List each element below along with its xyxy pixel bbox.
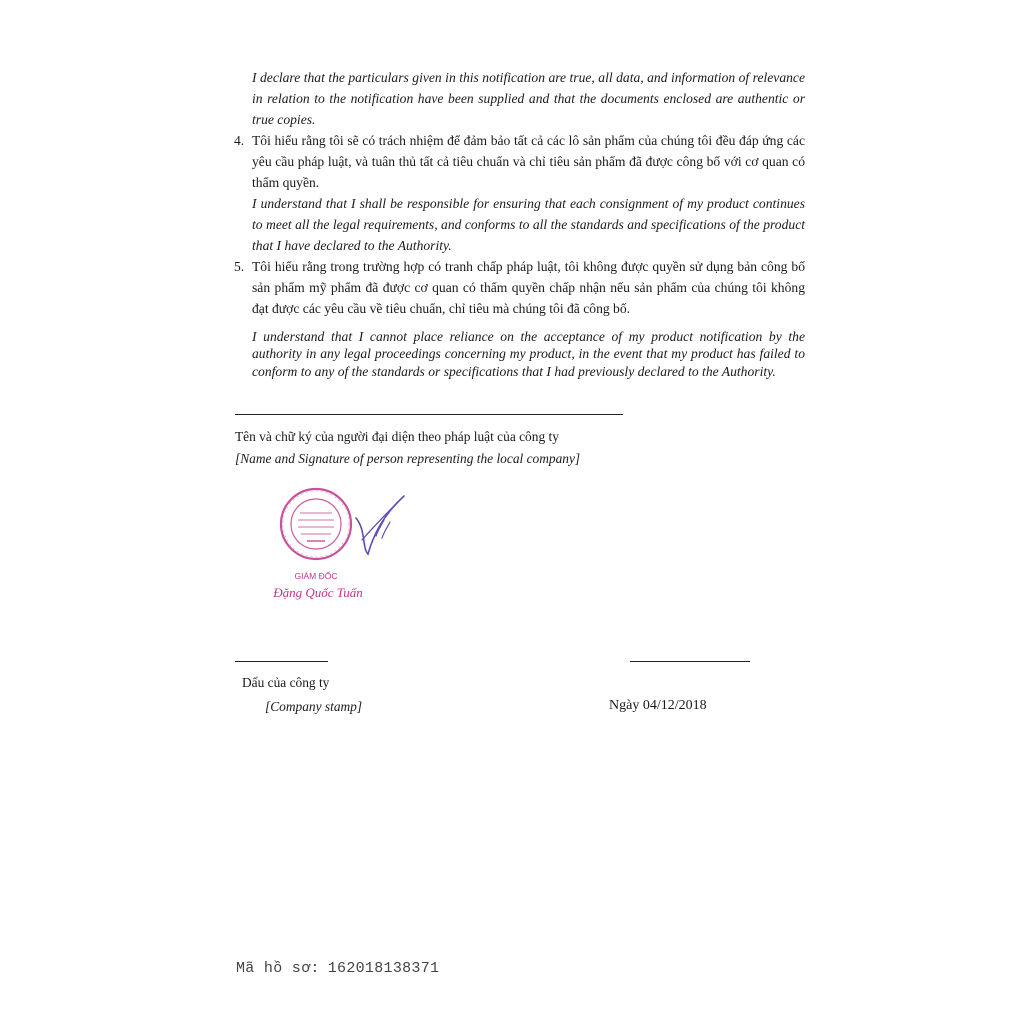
item-4-text-en: I understand that I shall be responsible for ensuring that each consignment of my product continues to meet all the legal requirements, and conforms to all the standards and specifications of the product that I have declared to the Authority. [252,196,805,253]
company-stamp-label-vi: Dấu của công ty [242,675,330,690]
date-line [630,661,750,662]
item-4-text-vi: Tôi hiểu rằng tôi sẽ có trách nhiệm để đảm bảo tất cả các lô sản phẩm của chúng tôi đều đáp ứng các yêu cầu pháp luật, và tuân thủ tất cả tiêu chuẩn và chỉ tiêu sản phẩm đã được công bố với cơ quan có thẩm quyền. [252,133,805,190]
company-seal-and-signature [270,478,420,608]
company-stamp-label-en: [Company stamp] [265,699,363,714]
signature-label-vi: Tên và chữ ký của người đại diện theo pháp luật của công ty [235,429,559,444]
seal-icon [270,478,420,608]
document-code-label: Mã hồ sơ: [236,960,320,977]
item-number-4: 4. [234,133,245,148]
signature-label-en: [Name and Signature of person representing the local company] [235,451,581,466]
signer-title: GIÁM ĐỐC [294,571,338,581]
company-stamp-line [235,661,328,662]
item-number-5: 5. [234,259,245,274]
item-5-text-vi: Tôi hiểu rằng trong trường hợp có tranh chấp pháp luật, tôi không được quyền sử dụng bản công bố sản phẩm mỹ phẩm đã được cơ quan có thẩm quyền chấp nhận nếu sản phẩm của chúng tôi không đạt được các yêu cầu về tiêu chuẩn, chỉ tiêu mà chúng tôi đã công bố. [252,259,805,316]
signer-name: Đặng Quốc Tuấn [273,585,363,600]
signature-divider [235,414,623,415]
declaration-text-en: I declare that the particulars given in this notification are true, all data, and information of relevance in relation to the notification have been supplied and that the documents enclosed are authentic or true copies. [252,70,805,127]
date-text: Ngày 04/12/2018 [609,698,707,713]
item-5-text-en: I understand that I cannot place reliance on the acceptance of my product notification by the authority in any legal proceedings concerning my product, in the event that my product has failed to conform to any of the standards or specifications that I had previously declared to the Authority. [252,329,805,379]
document-code-value: 162018138371 [327,960,440,977]
document-code [236,960,439,977]
